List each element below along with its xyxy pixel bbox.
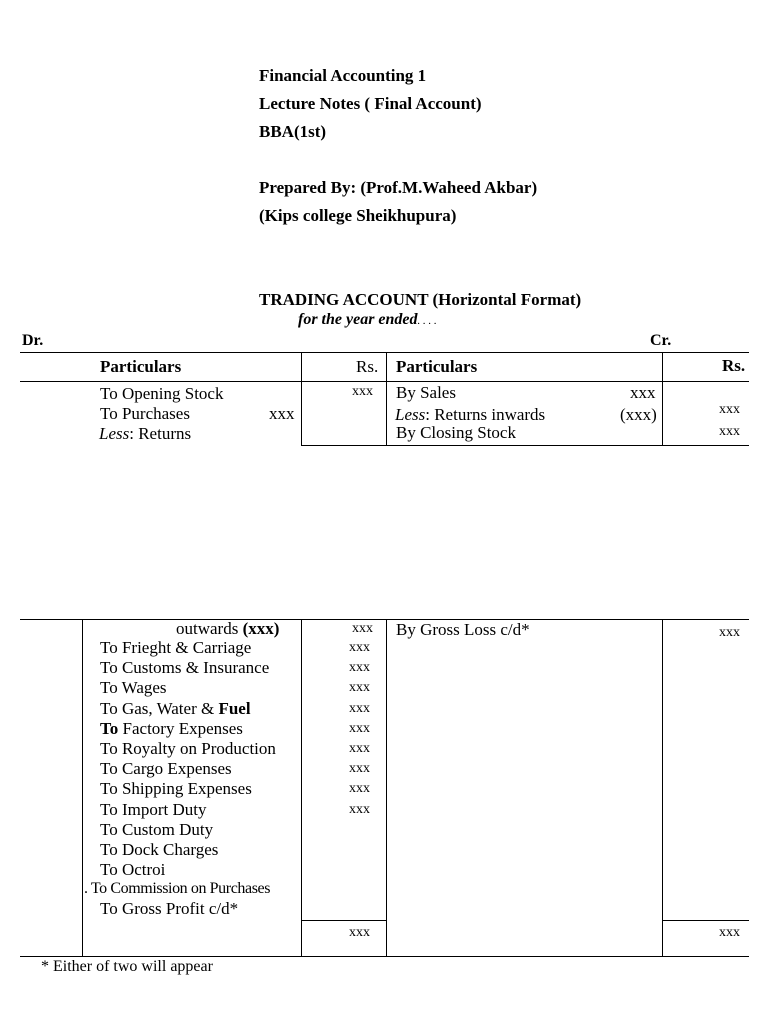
credit-label: Cr.	[650, 332, 672, 349]
lower-top-rule	[20, 619, 749, 620]
debit-label: Dr.	[22, 332, 44, 349]
divider-left-rs	[301, 352, 302, 446]
lecture-title: Lecture Notes ( Final Account)	[259, 94, 482, 113]
net-sales-amount: xxx	[719, 402, 740, 417]
opening-stock-amount: xxx	[352, 384, 373, 399]
expense-amount: xxx	[349, 741, 370, 756]
lower-divider-center	[386, 619, 387, 956]
author-line: Prepared By: (Prof.M.Waheed Akbar)	[259, 178, 538, 197]
returns-inwards-label: Less: Returns inwards	[395, 405, 546, 424]
right-total-amount: xxx	[719, 925, 740, 940]
expense-label: To Custom Duty	[100, 820, 214, 839]
gross-loss-label: By Gross Loss c/d*	[396, 620, 530, 639]
returns-outwards-amount: xxx	[352, 621, 373, 636]
table-top-rule	[20, 352, 749, 353]
left-total-amount: xxx	[349, 925, 370, 940]
sales-label: By Sales	[396, 383, 456, 402]
expense-label: To Factory Expenses	[100, 719, 243, 738]
college-line: (Kips college Sheikhupura)	[259, 206, 457, 225]
expense-label: To Customs & Insurance	[100, 658, 270, 677]
lower-bottom-rule	[20, 956, 749, 957]
expense-amount: xxx	[349, 802, 370, 817]
gross-profit-label: To Gross Profit c/d*	[100, 899, 239, 918]
expense-amount: xxx	[349, 761, 370, 776]
col-particulars-left: Particulars	[100, 357, 182, 376]
closing-stock-label: By Closing Stock	[396, 423, 516, 442]
expense-label: To Wages	[100, 678, 167, 697]
returns-outwards-label: outwards (xxx)	[176, 619, 280, 638]
expense-amount: xxx	[349, 781, 370, 796]
left-total-rule	[301, 920, 387, 921]
purchases-amount: xxx	[269, 404, 295, 423]
expense-label: To Royalty on Production	[100, 739, 276, 758]
expense-label: To Octroi	[100, 860, 166, 879]
expense-amount: xxx	[349, 640, 370, 655]
expense-label: To Gas, Water & Fuel	[100, 699, 251, 718]
expense-amount: xxx	[349, 721, 370, 736]
course-title: Financial Accounting 1	[259, 66, 427, 85]
account-title: TRADING ACCOUNT (Horizontal Format)	[259, 290, 582, 309]
expense-amount: xxx	[349, 680, 370, 695]
lower-divider-left-rs	[301, 619, 302, 956]
divider-center	[386, 352, 387, 446]
purchases-label: To Purchases	[100, 404, 190, 423]
expense-amount: xxx	[349, 701, 370, 716]
lower-divider-right-rs	[662, 619, 663, 956]
col-rs-left: Rs.	[356, 357, 379, 376]
col-rs-right: Rs.	[722, 356, 746, 375]
right-total-rule	[662, 920, 749, 921]
opening-stock-label: To Opening Stock	[100, 384, 224, 403]
header-bottom-rule	[20, 381, 749, 382]
account-subtitle: for the year ended. . . .	[298, 311, 437, 328]
col-particulars-right: Particulars	[396, 357, 478, 376]
upper-bottom-rule	[301, 445, 749, 446]
expense-label: To Cargo Expenses	[100, 759, 232, 778]
expense-amount: xxx	[349, 660, 370, 675]
footnote: * Either of two will appear	[41, 958, 213, 975]
gross-loss-amount: xxx	[719, 625, 740, 640]
less-returns-label: Less: Returns	[99, 424, 192, 443]
expense-label: To Import Duty	[100, 800, 207, 819]
divider-right-rs	[662, 352, 663, 446]
returns-inwards-amount: (xxx)	[620, 405, 657, 424]
program-label: BBA(1st)	[259, 122, 327, 141]
expense-label: To Frieght & Carriage	[100, 638, 252, 657]
lower-divider-margin	[82, 619, 83, 956]
expense-label: To Dock Charges	[100, 840, 219, 859]
expense-label: To Shipping Expenses	[100, 779, 252, 798]
closing-stock-amount: xxx	[719, 424, 740, 439]
commission-label: . To Commission on Purchases	[84, 880, 271, 897]
sales-amount: xxx	[630, 383, 656, 402]
